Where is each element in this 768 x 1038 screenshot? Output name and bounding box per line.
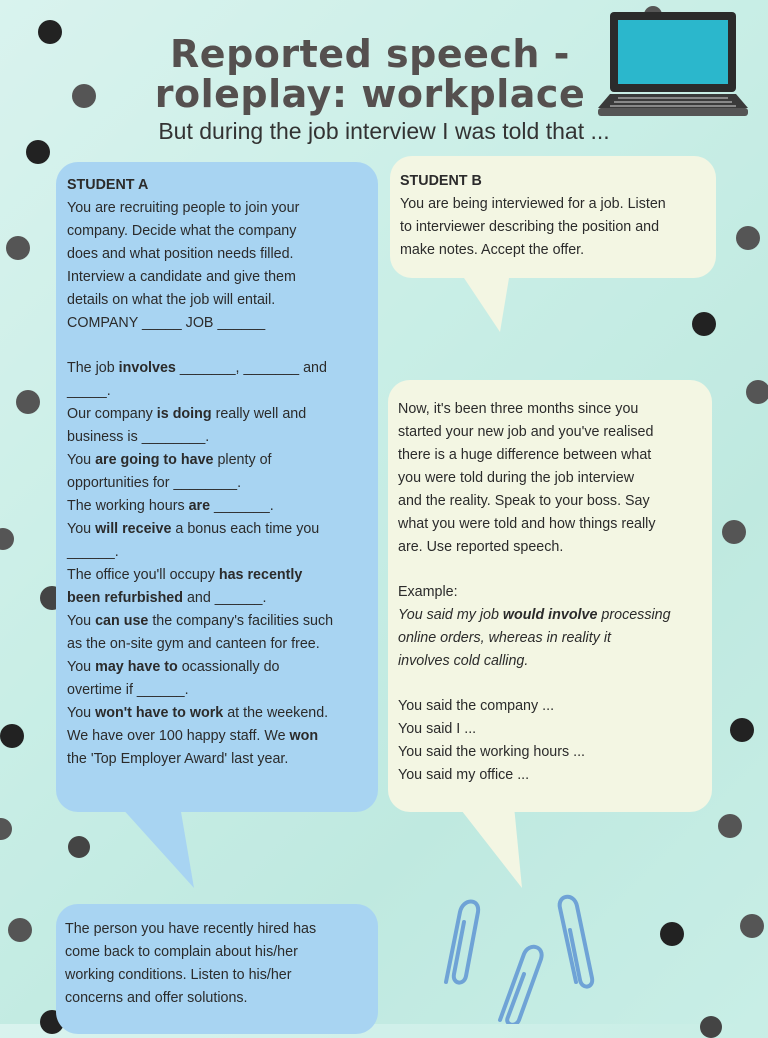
student-a-line: The office you'll occupy has recently <box>67 567 303 583</box>
student-a-card <box>56 162 378 812</box>
job-involves-line: The job involves _______, _______ and <box>67 360 327 376</box>
decor-dot <box>718 814 742 838</box>
complaint-task-card <box>56 904 378 1034</box>
decor-dot <box>72 84 96 108</box>
example-line: You said my job would involve processing <box>398 607 671 623</box>
example-line: online orders, whereas in reality it <box>398 630 611 646</box>
decor-dot <box>736 226 760 250</box>
student-b-heading: STUDENT B <box>400 173 482 189</box>
speech-tail <box>120 806 200 890</box>
title-line-2: roleplay: workplace <box>154 72 586 116</box>
complaint-line: concerns and offer solutions. <box>65 990 248 1006</box>
student-a-heading: STUDENT A <box>67 177 149 193</box>
student-a-line: We have over 100 happy staff. We won <box>67 728 319 744</box>
student-a-intro-line: company. Decide what the company <box>67 223 297 239</box>
student-a-line: You won't have to work at the weekend. <box>67 705 329 721</box>
decor-dot <box>0 818 12 840</box>
title-line-1: Reported speech - <box>170 32 570 76</box>
prompt-line: You said the company ... <box>398 698 555 714</box>
student-a-line: as the on-site gym and canteen for free. <box>67 636 320 652</box>
page-title <box>150 34 590 114</box>
student-a-intro-line: Interview a candidate and give them <box>67 269 296 285</box>
complaint-line: working conditions. Listen to his/her <box>65 967 292 983</box>
student-a-line: You can use the company's facilities such <box>67 613 334 629</box>
boss-task-line: there is a huge difference between what <box>398 447 652 463</box>
laptop-icon <box>598 10 748 122</box>
boss-task-card <box>388 380 712 812</box>
student-b-line: to interviewer describing the position and <box>400 219 660 235</box>
complaint-line: The person you have recently hired has <box>65 921 317 937</box>
student-a-line: The working hours are _______. <box>67 498 274 514</box>
decor-dot <box>722 520 746 544</box>
student-a-line: You are going to have plenty of <box>67 452 272 468</box>
student-a-line: ______. <box>67 544 119 560</box>
decor-dot <box>0 528 14 550</box>
student-b-line: make notes. Accept the offer. <box>400 242 585 258</box>
decor-dot <box>38 20 62 44</box>
prompt-line: You said I ... <box>398 721 477 737</box>
student-a-line: opportunities for ________. <box>67 475 242 491</box>
boss-task-line: are. Use reported speech. <box>398 539 564 555</box>
boss-task-line: what you were told and how things really <box>398 516 656 532</box>
student-a-line: Our company is doing really well and <box>67 406 307 422</box>
decor-dot <box>8 918 32 942</box>
student-a-intro-line: details on what the job will entail. <box>67 292 276 308</box>
decor-dot <box>740 914 764 938</box>
complaint-line: come back to complain about his/her <box>65 944 298 960</box>
example-line: involves cold calling. <box>398 653 529 669</box>
decor-dot <box>746 380 768 404</box>
student-a-line: the 'Top Employer Award' last year. <box>67 751 289 767</box>
decor-dot <box>16 390 40 414</box>
decor-dot <box>730 718 754 742</box>
example-label: Example: <box>398 584 458 600</box>
decor-dot <box>700 1016 722 1038</box>
student-b-card <box>390 156 716 278</box>
student-a-line: overtime if ______. <box>67 682 189 698</box>
student-a-line: been refurbished and ______. <box>67 590 267 606</box>
decor-dot <box>0 724 24 748</box>
speech-tail <box>460 272 520 334</box>
prompt-line: You said my office ... <box>398 767 530 783</box>
prompt-line: You said the working hours ... <box>398 744 586 760</box>
student-a-line: You may have to ocassionally do <box>67 659 280 675</box>
page-subtitle: But during the job interview I was told that ... <box>158 118 610 144</box>
boss-task-line: you were told during the job interview <box>398 470 635 486</box>
company-job-line: COMPANY _____ JOB ______ <box>67 315 266 331</box>
boss-task-line: Now, it's been three months since you <box>398 401 639 417</box>
boss-task-line: started your new job and you've realised <box>398 424 654 440</box>
boss-task-line: and the reality. Speak to your boss. Say <box>398 493 650 509</box>
speech-tail <box>458 806 528 890</box>
student-a-intro-line: does and what position needs filled. <box>67 246 294 262</box>
decor-dot <box>660 922 684 946</box>
student-a-line: business is ________. <box>67 429 210 445</box>
decor-dot <box>6 236 30 260</box>
student-b-line: You are being interviewed for a job. Listen <box>400 196 666 212</box>
job-involves-continuation: _____. <box>67 383 111 399</box>
paperclip-icon <box>420 890 620 1024</box>
student-a-intro-line: You are recruiting people to join your <box>67 200 300 216</box>
student-a-line: You will receive a bonus each time you <box>67 521 320 537</box>
decor-dot <box>692 312 716 336</box>
decor-dot <box>68 836 90 858</box>
